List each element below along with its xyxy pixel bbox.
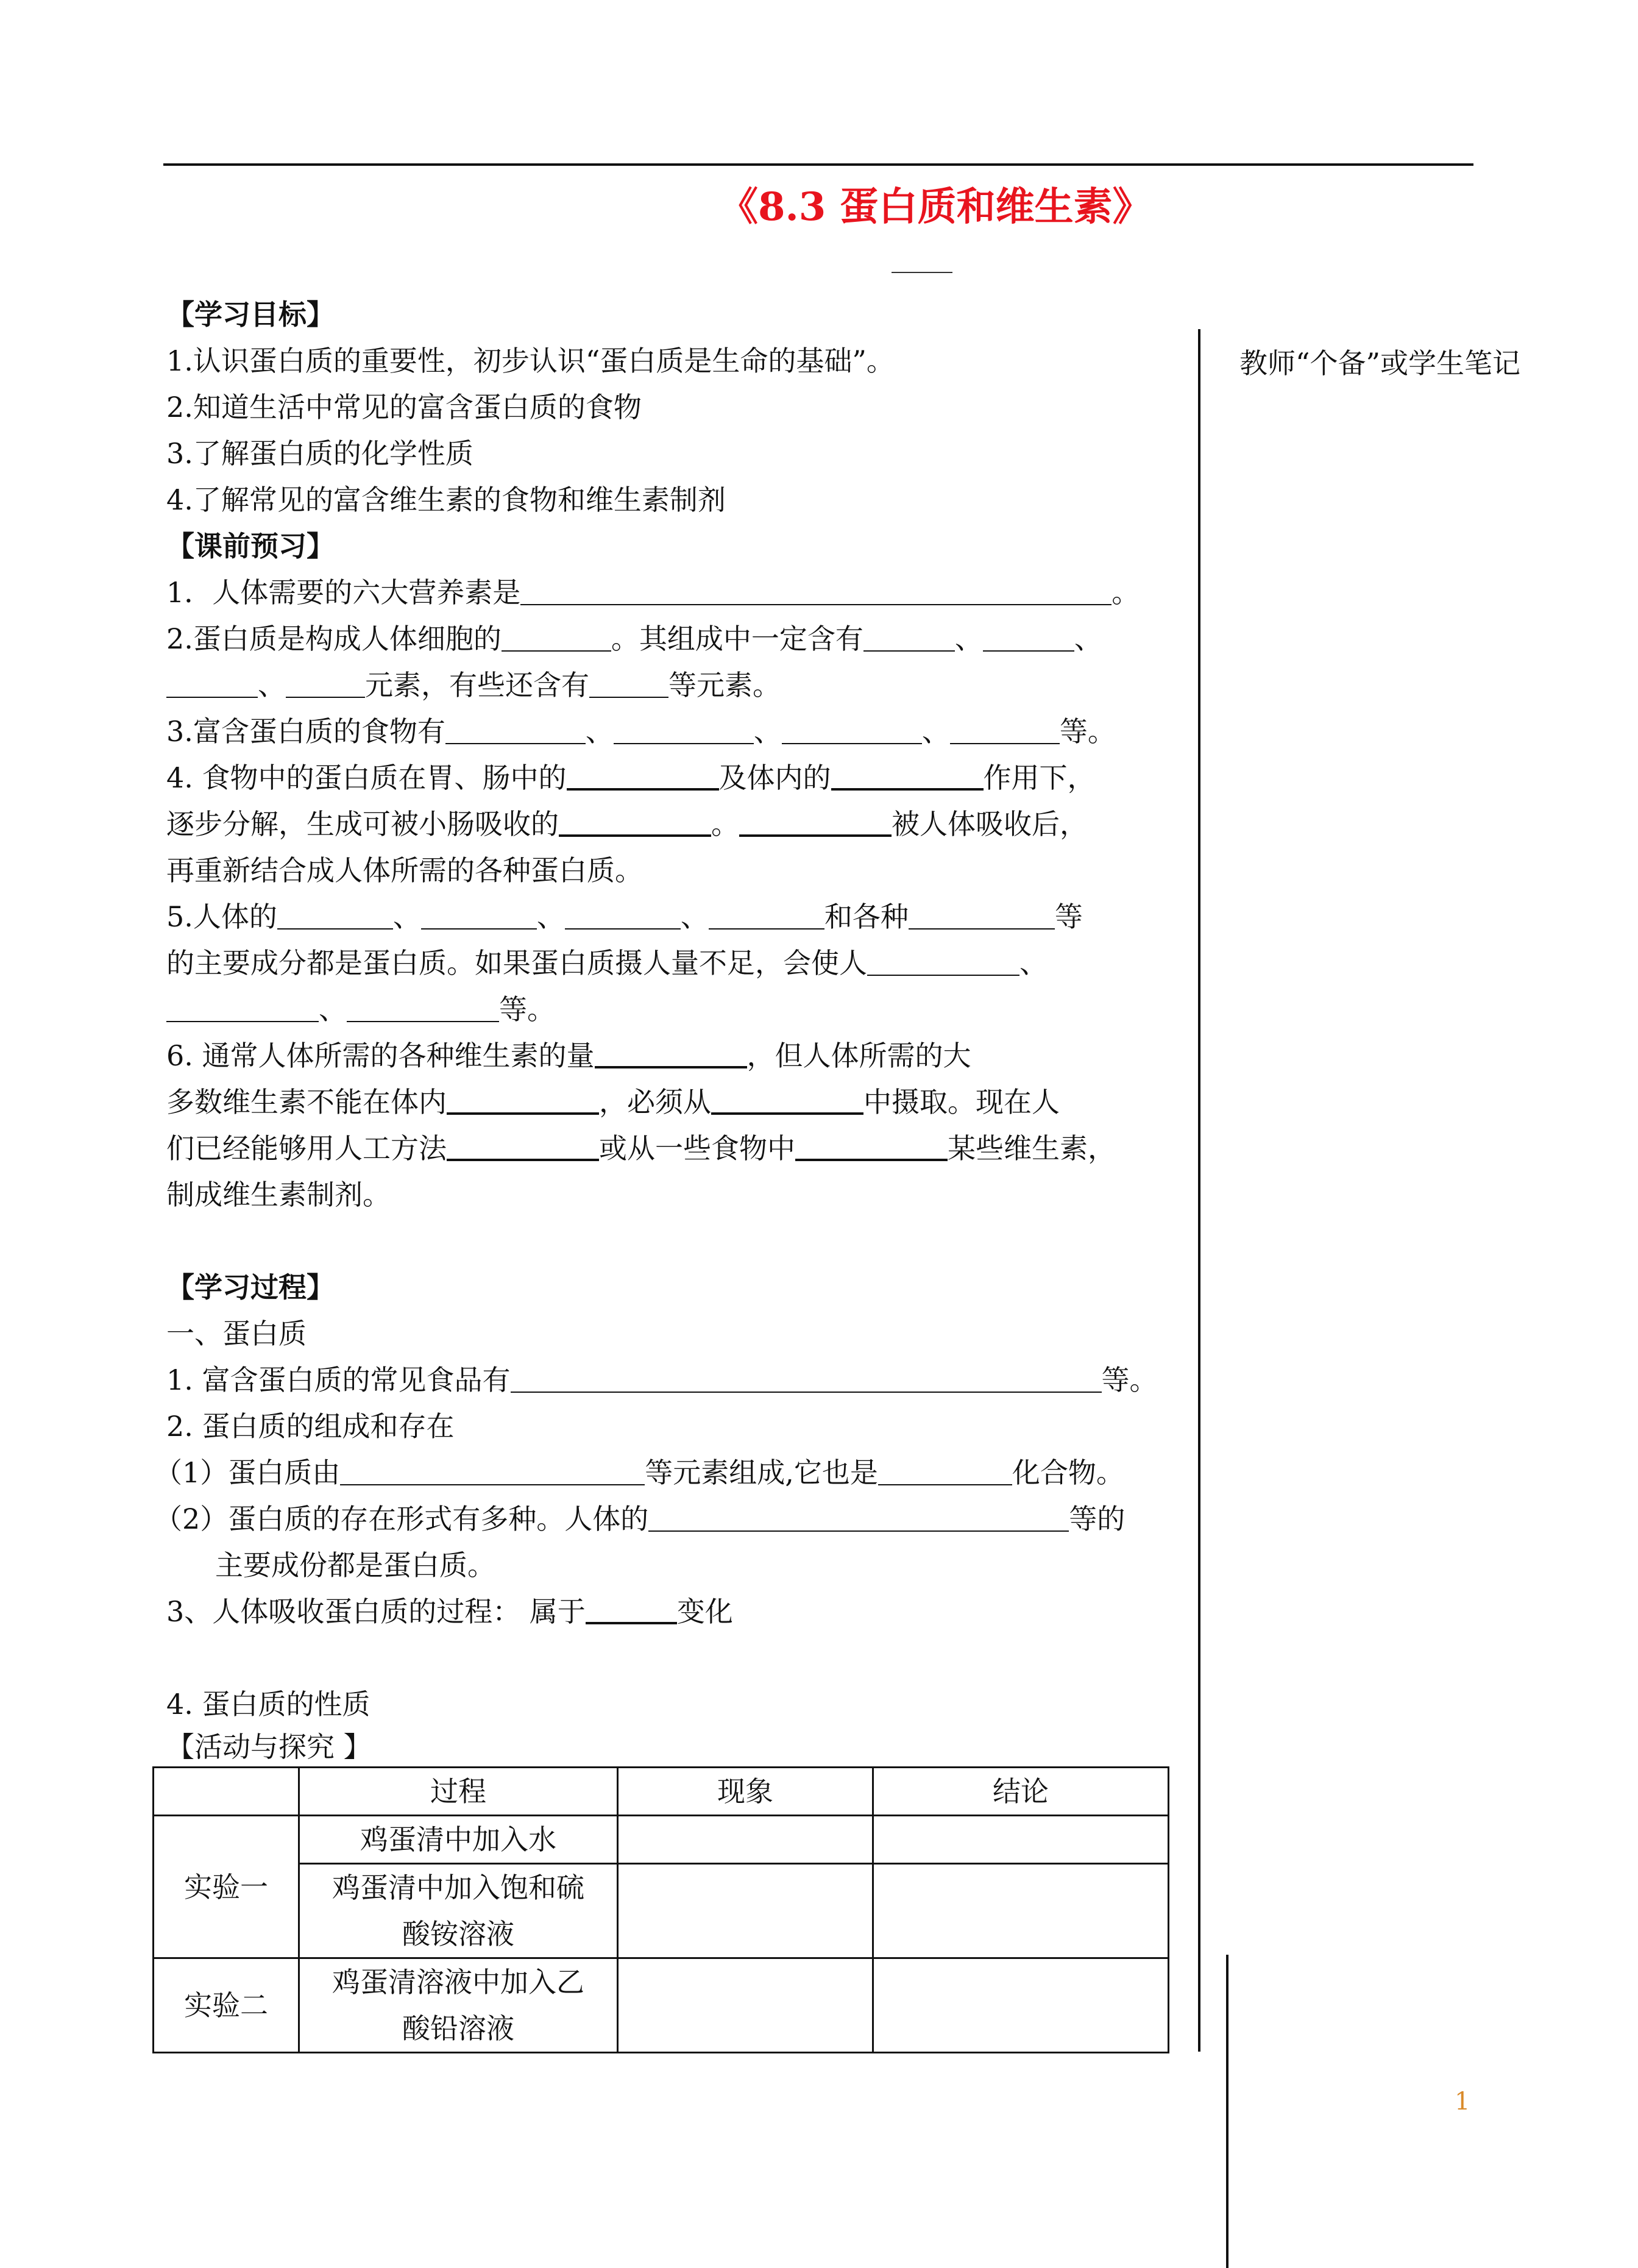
column-divider [1198, 329, 1200, 2052]
preview-q6: 6. 通常人体所需的各种维生素的量 ，但人体所需的大 [166, 1033, 1158, 1079]
goal-item: 4.了解常见的富含维生素的食物和维生素制剂 [166, 483, 726, 516]
blank[interactable] [559, 806, 711, 837]
preview-q6-cont: 多数维生素不能在体内 ，必须从 中摄取。现在人 [166, 1079, 1158, 1125]
experiment-table [152, 1766, 1169, 2053]
blank[interactable] [567, 760, 719, 791]
blank[interactable] [347, 993, 499, 1022]
blank[interactable] [447, 1084, 599, 1115]
goal-item: 2.知道生活中常见的富含蛋白质的食物 [166, 391, 642, 424]
blank[interactable] [565, 900, 681, 930]
preview-q4: 4. 食物中的蛋白质在胃、肠中的 及体内的 作用下， [166, 755, 1158, 801]
table-header-row [154, 1768, 1169, 1816]
process-heading: 【学习过程】 [166, 1271, 335, 1304]
blank[interactable] [277, 900, 393, 930]
table-row [154, 1958, 1169, 2053]
preview-q4-cont: 逐步分解，生成可被小肠吸收的 。 被人体吸收后， [166, 801, 1158, 847]
preview-q5-end: 、 等。 [166, 986, 1158, 1033]
preview-q1: 1．人体需要的六大营养素是 。 [166, 576, 1140, 609]
table-corner-cell [154, 1768, 299, 1816]
blank[interactable] [711, 1084, 863, 1115]
spacer [166, 1635, 1158, 1681]
goal-item: 3.了解蛋白质的化学性质 [166, 437, 473, 470]
blank[interactable] [909, 900, 1055, 930]
goal-item: 1.认识蛋白质的重要性，初步认识“蛋白质是生命的基础”。 [166, 344, 895, 377]
table-header-cell: 结论 [873, 1768, 1169, 1816]
blank[interactable] [502, 622, 611, 652]
blank[interactable] [586, 1594, 677, 1624]
goals-heading: 【学习目标】 [166, 298, 335, 331]
table-cell[interactable] [873, 1816, 1169, 1864]
table-cell[interactable] [873, 1864, 1169, 1958]
preview-q4-end: 再重新结合成人体所需的各种蛋白质。 [166, 854, 643, 887]
header-rule [163, 163, 1473, 166]
process-section-title: 一、蛋白质 [166, 1317, 307, 1350]
table-cell: 鸡蛋清中加入饱和硫 酸铵溶液 [299, 1864, 618, 1958]
blank[interactable] [739, 806, 892, 837]
table-cell: 鸡蛋清中加入水 [299, 1816, 618, 1864]
table-cell[interactable] [618, 1958, 873, 2053]
preview-q6-cont2: 们已经能够用人工方法 或从一些食物中 某些维生素， [166, 1125, 1158, 1171]
blank[interactable] [831, 760, 984, 791]
blank[interactable] [795, 1131, 948, 1161]
page-title: 《8.3 蛋白质和维生素》 [719, 184, 1152, 230]
blank[interactable] [867, 947, 1019, 976]
page-number: 1 [1455, 2088, 1470, 2116]
preview-q2-cont: 、 元素，有些还含有 等元素。 [166, 662, 1158, 708]
blank[interactable] [166, 669, 258, 698]
table-header-cell: 过程 [299, 1768, 618, 1816]
blank[interactable] [445, 715, 586, 744]
blank[interactable] [878, 1456, 1012, 1485]
blank[interactable] [950, 715, 1060, 744]
blank[interactable] [286, 669, 365, 698]
process-q3: 3、人体吸收蛋白质的过程： 属于 变化 [166, 1588, 1158, 1635]
blank[interactable] [614, 715, 754, 744]
process-q2-2: （2）蛋白质的存在形式有多种。人体的 等的 [154, 1502, 1126, 1535]
table-header-cell: 现象 [618, 1768, 873, 1816]
spacer [166, 1218, 1158, 1264]
blank[interactable] [166, 993, 319, 1022]
preview-q3: 3.富含蛋白质的食物有 、 、 、 等。 [166, 715, 1116, 748]
blank[interactable] [983, 622, 1074, 652]
experiment-label: 实验一 [154, 1816, 299, 1958]
blank[interactable] [520, 576, 1112, 605]
blank[interactable] [511, 1363, 1102, 1393]
blank[interactable] [340, 1456, 645, 1485]
preview-q5-cont: 的主要成分都是蛋白质。如果蛋白质摄人量不足，会使人 、 [166, 947, 1048, 979]
table-row [154, 1864, 1169, 1958]
blank[interactable] [709, 900, 824, 930]
process-q1: 1. 富含蛋白质的常见食品有 等。 [166, 1363, 1158, 1396]
blank[interactable] [782, 715, 922, 744]
process-q2-2-cont: 主要成份都是蛋白质。 [215, 1549, 495, 1582]
experiment-label: 实验二 [154, 1958, 299, 2053]
table-cell[interactable] [618, 1864, 873, 1958]
blank[interactable] [863, 622, 955, 652]
preview-q2: 2.蛋白质是构成人体细胞的 。其组成中一定含有 、 、 [166, 622, 1102, 655]
blank[interactable] [595, 1038, 747, 1068]
process-q2: 2. 蛋白质的组成和存在 [166, 1410, 455, 1443]
side-note: 教师“个备”或学生笔记 [1239, 347, 1521, 380]
table-cell[interactable] [873, 1958, 1169, 2053]
main-content [154, 291, 1158, 1766]
blank[interactable] [421, 900, 537, 930]
blank[interactable] [447, 1131, 599, 1161]
table-cell[interactable] [618, 1816, 873, 1864]
table-row [154, 1816, 1169, 1864]
process-q4: 4. 蛋白质的性质 [166, 1688, 370, 1721]
preview-q5: 5.人体的 、 、 、 和各种 等 [166, 900, 1083, 933]
blank[interactable] [648, 1502, 1069, 1532]
margin-rule [1226, 1955, 1228, 2268]
title-dash [892, 272, 952, 273]
preview-q6-end: 制成维生素制剂。 [166, 1178, 391, 1211]
activity-heading: 【活动与探究 】 [166, 1730, 372, 1763]
table-cell: 鸡蛋清溶液中加入乙 酸铅溶液 [299, 1958, 618, 2053]
process-q2-1: （1）蛋白质由 等元素组成,它也是 化合物。 [154, 1456, 1124, 1489]
blank[interactable] [589, 669, 668, 698]
preview-heading: 【课前预习】 [166, 530, 335, 563]
